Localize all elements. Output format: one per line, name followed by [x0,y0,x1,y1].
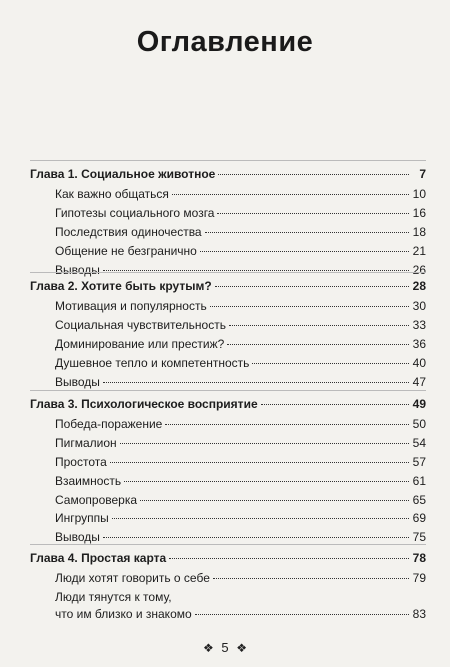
toc-entry-line1[interactable] [30,590,426,607]
toc-entry-label: Простота [55,454,107,469]
chapter-3-heading[interactable] [30,397,426,413]
chapter-4-heading[interactable] [30,551,426,567]
toc-entry-line2[interactable] [30,607,426,626]
dot-leader [140,500,409,501]
toc-entry-label: Победа-поражение [55,417,163,431]
dot-leader [229,325,409,326]
page-footer [0,640,450,655]
dot-leader [165,424,409,425]
toc-entry[interactable] [30,318,426,337]
toc-entry-page: 75 [412,530,426,545]
dot-leader [124,481,409,482]
toc-entry[interactable] [30,225,426,244]
toc-entry-label: Люди хотят говорить о себе [55,571,210,585]
toc-entry-label-continued: что им близко и знакомо [55,606,192,621]
toc-entry[interactable] [30,455,426,474]
toc-entry-page: 69 [412,511,426,526]
toc-entry-page: 61 [412,473,426,488]
toc-entry-page: 30 [412,299,426,313]
dot-leader [195,614,409,615]
toc-entry-label: Последствия одиночества [55,224,202,239]
toc-entry[interactable] [30,299,426,318]
toc-entry-label: Люди тянутся к тому, [55,589,172,604]
toc-entry-label: Социальная чувствительность [55,317,226,332]
dot-leader [172,194,409,195]
toc-entry-label: Выводы [55,530,100,545]
dot-leader [210,306,409,307]
toc-entry-page: 10 [412,187,426,201]
toc-entry-label: Как важно общаться [55,187,169,201]
toc-entry-page: 40 [412,355,426,370]
dot-leader [120,443,409,444]
toc-entry[interactable] [30,244,426,263]
toc-entry-label: Душевное тепло и компетентность [55,355,250,370]
dot-leader [110,462,409,463]
dot-leader [103,537,409,538]
toc-entry[interactable] [30,436,426,455]
chapter-4-title: Глава 4. Простая карта [30,551,167,565]
toc-entry-page: 16 [412,205,426,220]
chapter-1-heading[interactable] [30,167,426,183]
toc-entry-page: 18 [412,224,426,239]
dot-leader [169,558,409,559]
toc-entry-page: 57 [412,454,426,469]
toc-entry[interactable] [30,474,426,493]
toc-entry-label: Доминирование или престиж? [55,336,225,351]
chapter-1-page: 7 [419,167,426,181]
toc-entry-page: 33 [412,317,426,332]
chapter-2-page: 28 [412,279,426,293]
toc-entry[interactable] [30,511,426,530]
toc-entry[interactable] [30,206,426,225]
toc-entry[interactable] [30,571,426,590]
toc-entry-page: 47 [412,374,426,389]
chapter-3-title: Глава 3. Психологическое восприятие [30,397,258,411]
dot-leader [200,251,409,252]
page-number: 5 [221,640,229,655]
toc-entry-page: 83 [412,606,426,621]
toc-entry[interactable] [30,493,426,512]
toc-entry-label: Мотивация и популярность [55,299,207,313]
toc-entry-label: Пигмалион [55,435,117,450]
ornament-icon: ❖ [236,641,247,655]
toc-entry-page: 65 [412,492,426,507]
chapter-4-block [30,544,426,626]
page-title: Оглавление [136,26,314,58]
toc-entry[interactable] [30,356,426,375]
toc-entry[interactable] [30,187,426,206]
ornament-icon: ❖ [202,641,214,655]
toc-entry-page: 36 [412,336,426,351]
dot-leader [227,344,409,345]
toc-entry-label: Взаимность [55,473,122,488]
chapter-1-block [30,160,426,281]
toc-entry[interactable] [30,417,426,436]
dot-leader [215,286,409,287]
dot-leader [213,578,409,579]
toc-entry-page: 26 [412,262,426,277]
chapter-3-block [30,390,426,549]
toc-entry-label: Выводы [55,262,100,277]
chapter-2-title: Глава 2. Хотите быть крутым? [30,279,212,293]
dot-leader [217,213,409,214]
dot-leader [112,518,409,519]
dot-leader [218,174,409,175]
toc-entry[interactable] [30,337,426,356]
dot-leader [261,404,409,405]
toc-entry-page: 79 [412,571,426,585]
chapter-2-block [30,272,426,393]
toc-entry-label: Самопроверка [55,492,138,507]
toc-entry-label: Ингруппы [55,511,109,526]
toc-entry-page: 54 [412,435,426,450]
toc-entry-label: Выводы [55,374,100,389]
toc-entry-label: Гипотезы социального мозга [55,205,215,220]
dot-leader [205,232,409,233]
dot-leader [103,382,409,383]
chapter-3-page: 49 [412,397,426,411]
chapter-2-heading[interactable] [30,279,426,295]
toc-entry-page: 21 [412,243,426,258]
dot-leader [103,270,409,271]
chapter-1-title: Глава 1. Социальное животное [30,167,216,181]
toc-entry-label: Общение не безгранично [55,243,197,258]
toc-entry-page: 50 [412,417,426,431]
chapter-4-page: 78 [412,551,426,565]
dot-leader [252,363,409,364]
